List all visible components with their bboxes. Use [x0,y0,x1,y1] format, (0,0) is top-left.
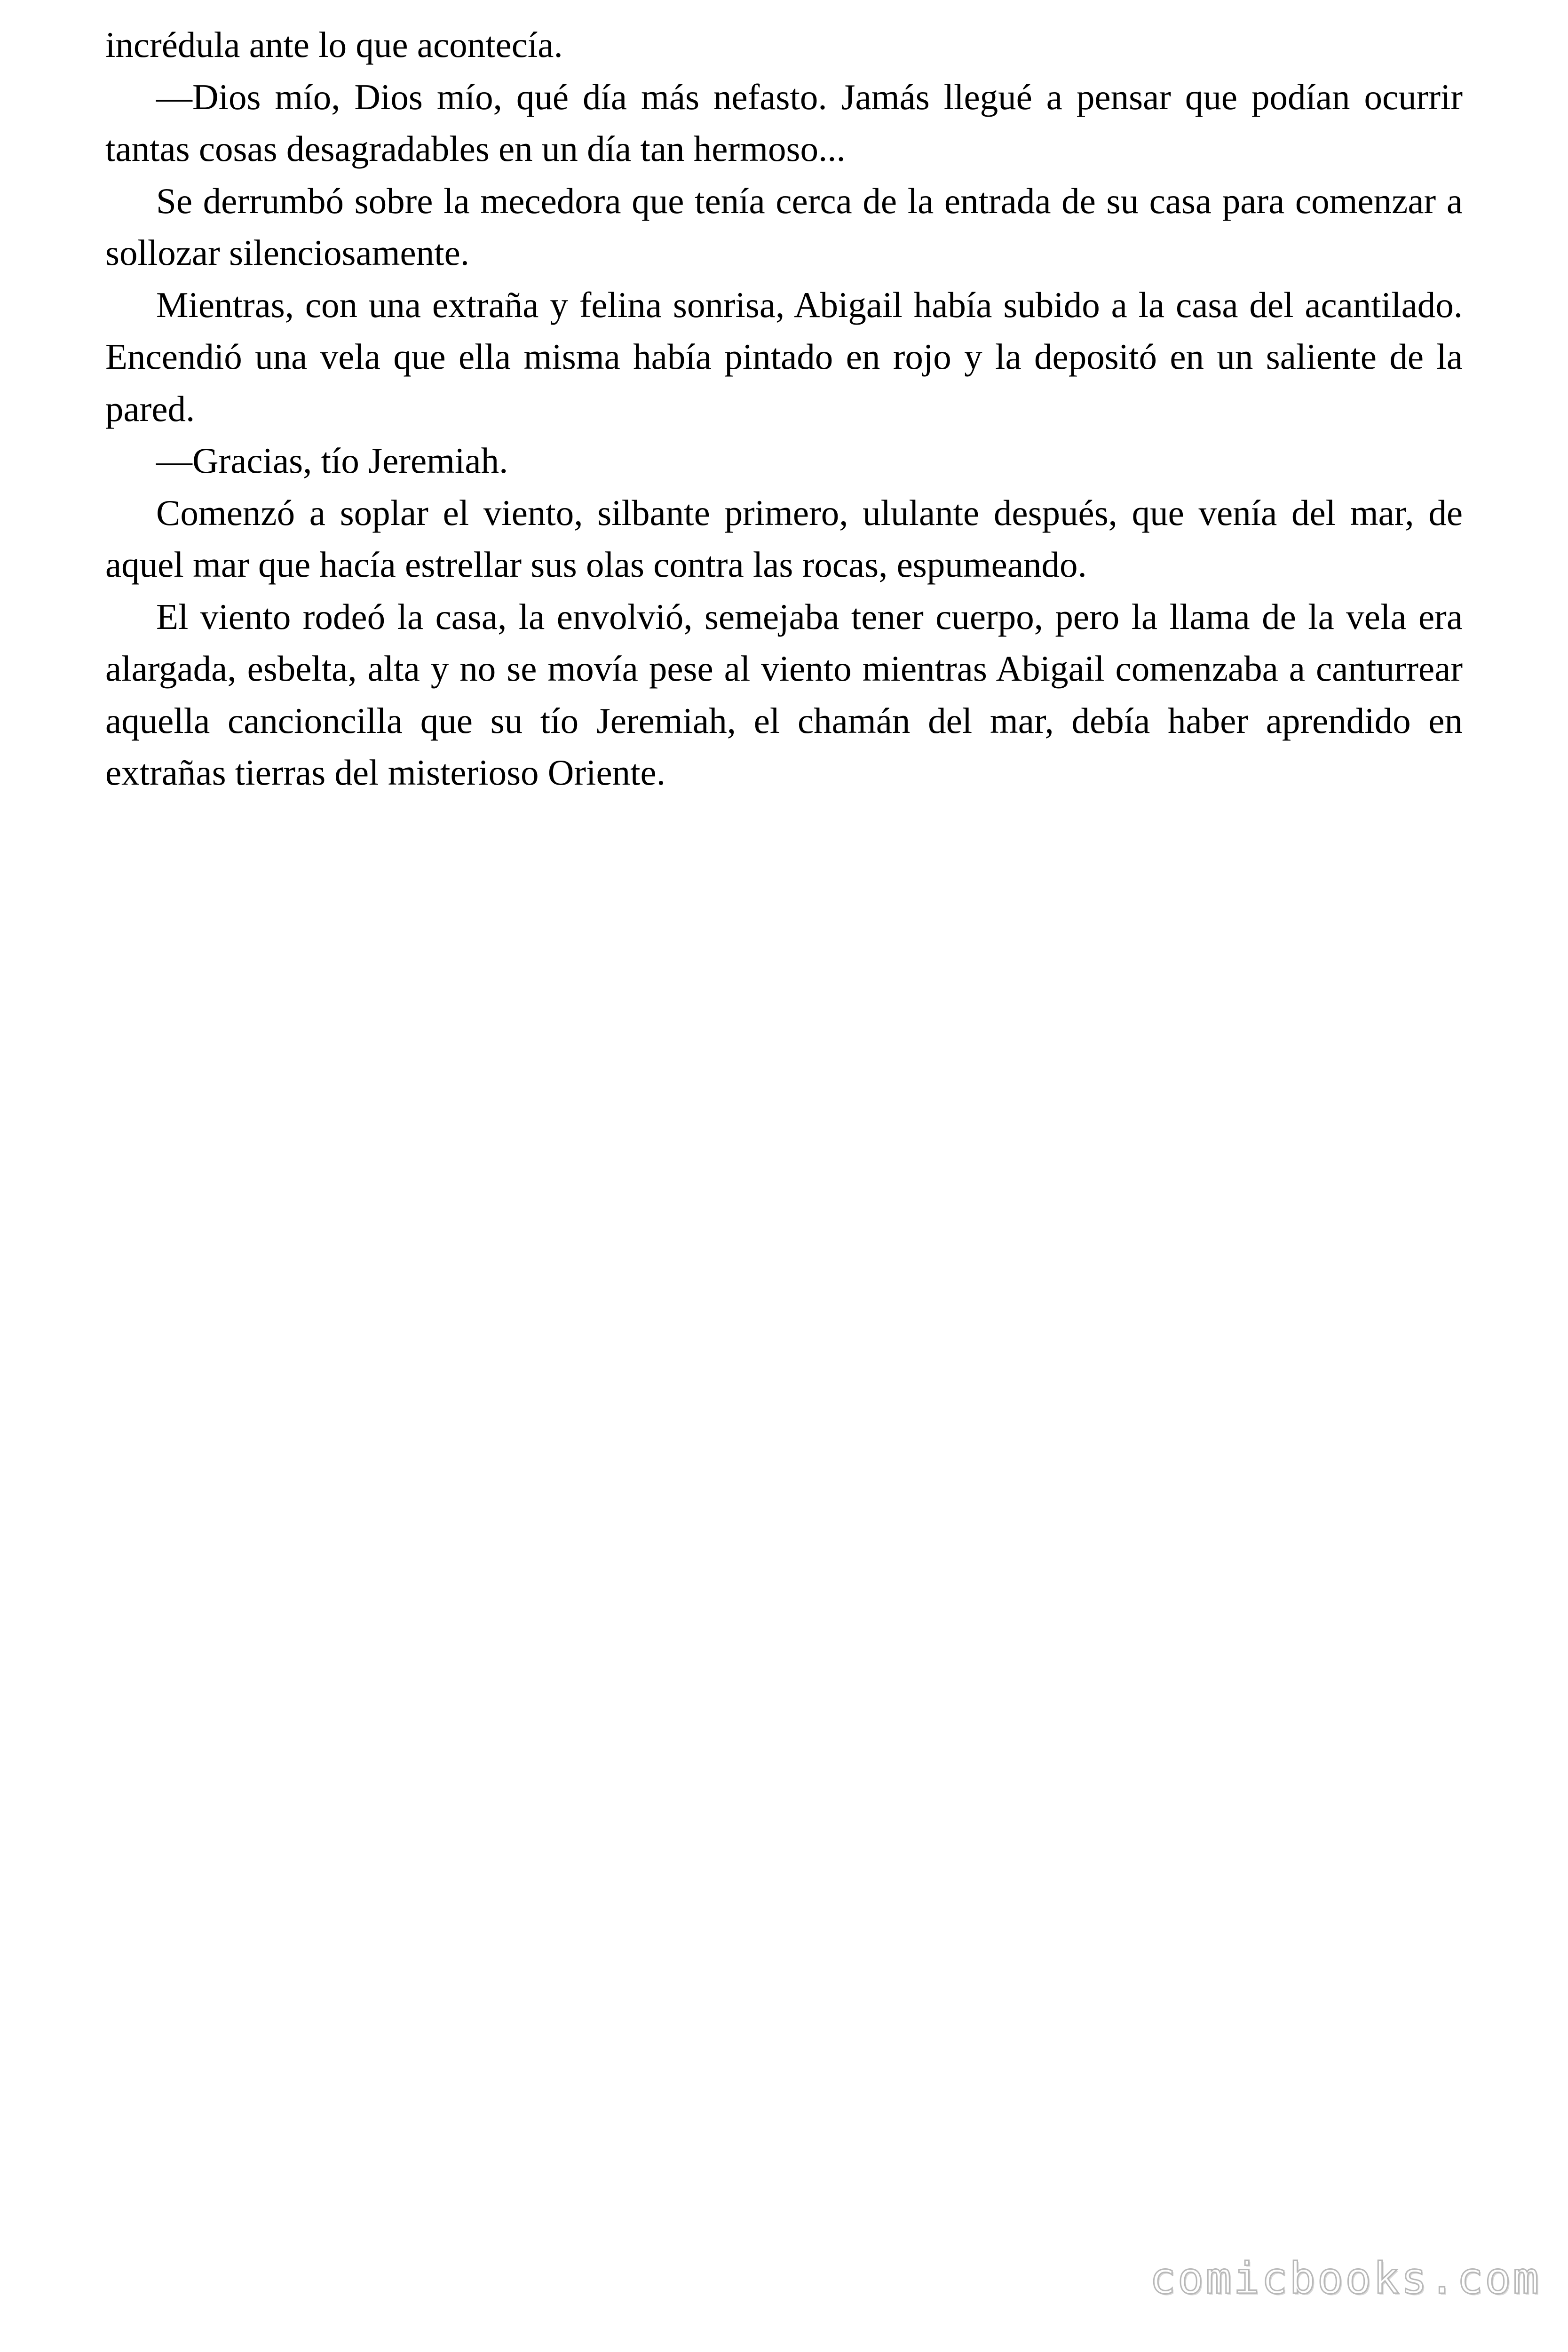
paragraph: Se derrumbó sobre la mecedora que tenía cerca de la entrada de su casa para comenzar a sollozar silenciosamente. [105,180,1463,273]
body-text [105,19,1463,799]
paragraph: incrédula ante lo que acontecía. [105,24,563,65]
paragraph: —Dios mío, Dios mío, qué día más nefasto. Jamás llegué a pensar que podían ocurrir tantas cosas desagradables en un día tan hermoso... [105,76,1463,169]
watermark: comicbooks.com [1149,2253,1541,2304]
paragraph: Comenzó a soplar el viento, silbante primero, ululante después, que venía del mar, de aquel mar que hacía estrellar sus olas contra las rocas, espumeando. [105,492,1463,585]
paragraph: Mientras, con una extraña y felina sonrisa, Abigail había subido a la casa del acantilado. Encendió una vela que ella misma había pintado en rojo y la depositó en un saliente de la pared. [105,284,1463,429]
paragraph: —Gracias, tío Jeremiah. [156,440,508,481]
paragraph: El viento rodeó la casa, la envolvió, semejaba tener cuerpo, pero la llama de la vela era alargada, esbelta, alta y no se movía pese al viento mientras Abigail comenzaba a canturrear aquella cancioncilla que su tío Jeremiah, el chamán del mar, debía haber aprendido en extrañas tierras del misterioso Oriente. [105,596,1463,793]
